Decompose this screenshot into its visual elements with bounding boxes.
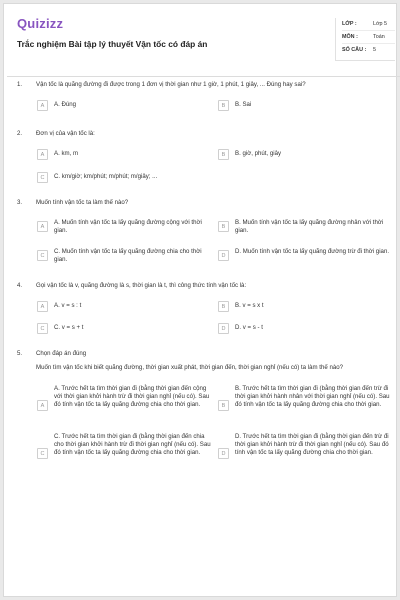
option-text: D. Muốn tính vận tốc ta lấy quãng đường trừ đi thời gian. — [235, 248, 390, 255]
info-value: 5 — [373, 47, 376, 53]
option-b[interactable] — [218, 384, 392, 411]
question-prompt: Gọi vận tốc là v, quãng đường là s, thời gian là t, thì công thức tính vận tốc là: — [36, 282, 247, 289]
option-text: A. v = s : t — [54, 302, 82, 309]
worksheet-title: Trắc nghiệm Bài tập lý thuyết Vận tốc có đáp án — [17, 39, 208, 49]
option-d[interactable] — [218, 247, 392, 261]
option-letter: B — [218, 221, 229, 232]
option-b[interactable] — [218, 301, 388, 312]
option-letter: D — [218, 250, 229, 261]
info-label: MÔN : — [342, 34, 358, 40]
info-label: LỚP : — [342, 21, 357, 27]
option-letter: B — [218, 149, 229, 160]
header-divider — [7, 76, 400, 77]
option-text: C. Muốn tính vận tốc ta lấy quãng đường chia cho thời gian. — [54, 248, 202, 263]
question-3 — [17, 199, 391, 207]
option-b[interactable] — [218, 218, 392, 235]
option-c[interactable] — [37, 323, 207, 334]
option-letter: A — [37, 100, 48, 111]
option-letter: A — [37, 221, 48, 232]
question-text — [17, 282, 391, 290]
quizizz-logo: Quizizz — [17, 16, 64, 31]
question-4 — [17, 282, 391, 290]
option-letter: B — [218, 400, 229, 411]
option-text: B. giờ, phút, giây — [235, 150, 282, 157]
question-text — [17, 130, 391, 138]
option-letter: B — [218, 301, 229, 312]
option-a[interactable] — [37, 384, 213, 411]
question-number: 2. — [17, 130, 23, 137]
option-c[interactable] — [37, 172, 237, 183]
info-row-subject — [342, 31, 395, 44]
option-b[interactable] — [218, 100, 388, 111]
option-letter: D — [218, 448, 229, 459]
question-prompt: Vận tốc là quãng đường đi được trong 1 đơn vị thời gian như 1 giờ, 1 phút, 1 giây, ... Đúng hay sai? — [36, 81, 306, 88]
option-letter: B — [218, 100, 229, 111]
option-text: C. km/giờ; km/phút; m/phút; m/giây; ... — [54, 173, 158, 180]
option-text: B. Trước hết ta tìm thời gian đi (bằng thời gian đến trừ đi thời gian khởi hành nhân với thời gian nghỉ (nếu có). Sau đó tính vận tốc ta lấy quãng đường chia cho thời gian. — [235, 385, 390, 408]
info-row-count — [342, 44, 395, 57]
option-text: B. Muốn tính vận tốc ta lấy quãng đường nhân với thời gian. — [235, 219, 384, 234]
option-text: D. v = s - t — [235, 324, 263, 331]
option-letter: A — [37, 149, 48, 160]
info-label: SỐ CÂU : — [342, 47, 367, 53]
question-number: 1. — [17, 81, 23, 88]
option-text: C. Trước hết ta tìm thời gian đi (bằng thời gian đến chia cho thời gian khởi hành trừ đi thời gian nghỉ (nếu có). Sau đó tính vận tốc ta lấy quãng đường chia cho thời gian. — [54, 433, 211, 456]
info-value: Toán — [373, 34, 385, 40]
question-text — [17, 81, 391, 89]
option-c[interactable] — [37, 432, 213, 459]
info-table — [335, 18, 395, 61]
question-number: 3. — [17, 199, 23, 206]
option-a[interactable] — [37, 100, 207, 111]
option-text: D. Trước hết ta tìm thời gian đi (bằng thời gian đến trừ đi thời gian khởi hành trừ đi thời gian nghỉ (nếu có). Sau đó tính vận tốc ta lấy quãng đường chia cho thời gian. — [235, 433, 389, 456]
option-letter: C — [37, 448, 48, 459]
question-5 — [17, 350, 391, 372]
question-text — [17, 350, 391, 358]
option-text: C. v = s + t — [54, 324, 84, 331]
option-text: B. Sai — [235, 101, 252, 108]
question-1 — [17, 81, 391, 89]
question-text — [17, 199, 391, 207]
question-prompt: Chọn đáp án đúng — [36, 350, 87, 357]
option-letter: C — [37, 172, 48, 183]
option-text: B. v = s x t — [235, 302, 264, 309]
option-text: A. Muốn tính vận tốc ta lấy quãng đường cộng với thời gian. — [54, 219, 202, 234]
worksheet-page — [3, 3, 397, 597]
option-d[interactable] — [218, 323, 388, 334]
option-letter: D — [218, 323, 229, 334]
info-row-class — [342, 18, 395, 31]
option-a[interactable] — [37, 301, 207, 312]
info-value: Lớp 5 — [373, 21, 388, 27]
option-a[interactable] — [37, 149, 207, 160]
option-c[interactable] — [37, 247, 213, 264]
question-number: 4. — [17, 282, 23, 289]
option-text: A. Đúng — [54, 101, 77, 108]
option-d[interactable] — [218, 432, 392, 459]
option-b[interactable] — [218, 149, 388, 160]
option-text: A. km, m — [54, 150, 79, 157]
question-number: 5. — [17, 350, 23, 357]
question-subtext: Muốn tìm vận tốc khi biết quãng đường, thời gian xuất phát, thời gian đến, thời gian nghỉ (nếu có) ta làm thế nào? — [36, 364, 343, 371]
option-letter: C — [37, 250, 48, 261]
question-2 — [17, 130, 391, 138]
option-letter: A — [37, 400, 48, 411]
question-prompt: Muốn tính vận tốc ta làm thế nào? — [36, 199, 129, 206]
option-letter: C — [37, 323, 48, 334]
option-letter: A — [37, 301, 48, 312]
question-prompt: Đơn vị của vận tốc là: — [36, 130, 95, 137]
option-text: A. Trước hết ta tìm thời gian đi (bằng thời gian đến cộng với thời gian khởi hành trừ đi thời gian nghỉ (nếu có). Sau đó tính vận tốc ta lấy quãng đường chia cho thời gian. — [54, 385, 210, 408]
worksheet-header — [17, 14, 395, 74]
option-a[interactable] — [37, 218, 213, 235]
